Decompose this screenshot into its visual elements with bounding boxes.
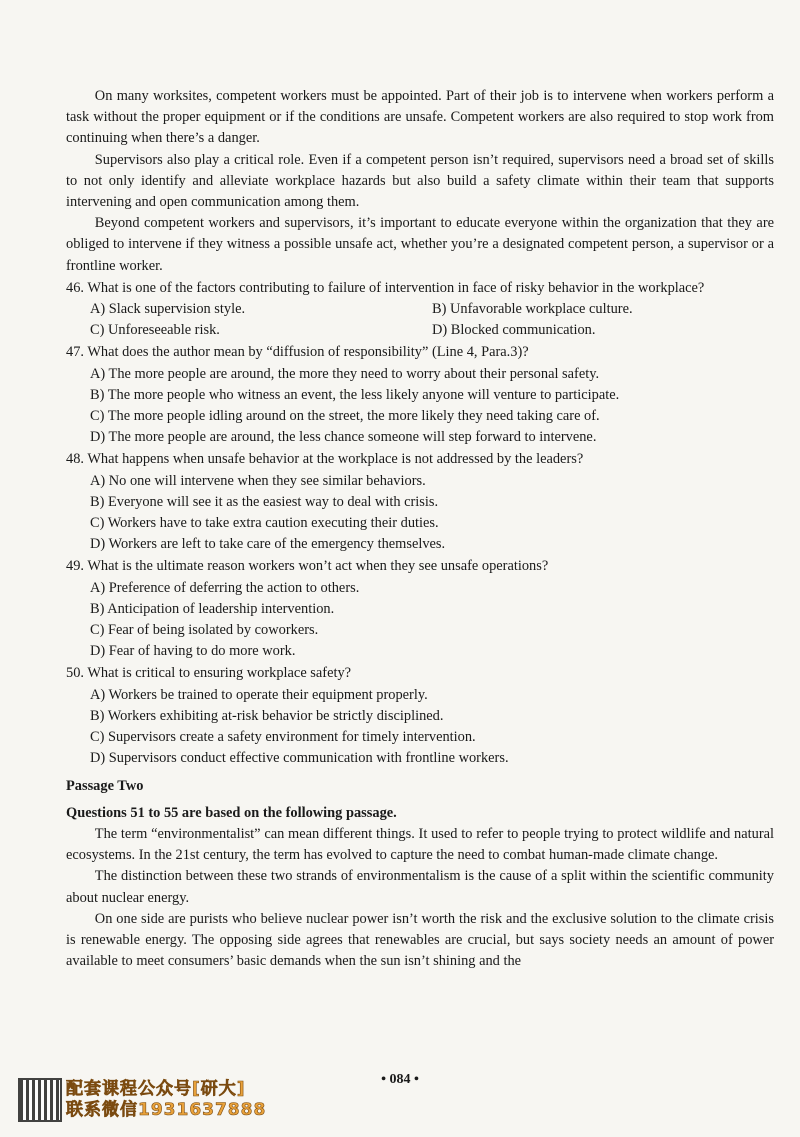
- page-number: • 084 •: [381, 1072, 419, 1087]
- document-page: [66, 86, 774, 972]
- option: D) The more people are around, the less chance someone will step forward to intervene.: [90, 429, 597, 446]
- question-48-options: [66, 471, 774, 556]
- option: C) The more people idling around on the street, the more likely they need taking care of.: [90, 408, 600, 425]
- question-49-stem: 49. What is the ultimate reason workers won’t act when they see unsafe operations?: [66, 558, 549, 575]
- passage-paragraph: The distinction between these two strands of environmentalism is the cause of a split within the scientific community about nuclear energy.: [66, 868, 774, 906]
- question-49-options: [66, 578, 774, 663]
- question-46-stem: 46. What is one of the factors contributing to failure of intervention in face of risky behavior in the workplace?: [66, 279, 705, 296]
- option: A) Slack supervision style.: [90, 301, 246, 318]
- option: B) Unfavorable workplace culture.: [432, 301, 633, 318]
- question-48-stem: 48. What happens when unsafe behavior at the workplace is not addressed by the leaders?: [66, 451, 584, 468]
- option: B) The more people who witness an event, the less likely anyone will venture to participate.: [90, 386, 620, 403]
- question-47-options: [66, 364, 774, 449]
- option: B) Workers exhibiting at-risk behavior be strictly disciplined.: [90, 707, 444, 724]
- option: D) Workers are left to take care of the emergency themselves.: [90, 536, 446, 553]
- option: B) Everyone will see it as the easiest way to deal with crisis.: [90, 493, 439, 510]
- option: D) Fear of having to do more work.: [90, 643, 296, 660]
- watermark-text: [66, 1079, 266, 1121]
- passage-two-title: Passage Two: [66, 777, 144, 794]
- option: A) No one will intervene when they see similar behaviors.: [90, 472, 426, 489]
- passage-paragraph: Beyond competent workers and supervisors, it’s important to educate everyone within the organization that they are obliged to intervene if they witness a possible unsafe act, whether you’re a designated competent person, a supervisor or a frontline worker.: [66, 215, 774, 274]
- question-46-options: [66, 299, 774, 341]
- option: A) Workers be trained to operate their equipment properly.: [90, 686, 428, 703]
- passage-paragraph: On one side are purists who believe nuclear power isn’t worth the risk and the exclusive solution to the climate crisis is renewable energy. The opposing side agrees that renewables are crucial, but says society needs an amount of power available to meet consumers’ basic demands when the sun isn’t shining and the: [66, 910, 774, 970]
- question-50-options: [66, 685, 774, 770]
- option: D) Blocked communication.: [432, 322, 596, 339]
- option: C) Workers have to take extra caution executing their duties.: [90, 515, 439, 532]
- option: C) Supervisors create a safety environment for timely intervention.: [90, 729, 476, 746]
- question-50-stem: 50. What is critical to ensuring workplace safety?: [66, 665, 352, 682]
- option: C) Unforeseeable risk.: [90, 322, 220, 339]
- passage-two-subtitle: Questions 51 to 55 are based on the following passage.: [66, 804, 397, 821]
- option: D) Supervisors conduct effective communication with frontline workers.: [90, 750, 509, 767]
- question-47-stem: 47. What does the author mean by “diffusion of responsibility” (Line 4, Para.3)?: [66, 344, 529, 361]
- passage-paragraph: Supervisors also play a critical role. Even if a competent person isn’t required, supervisors need a broad set of skills to not only identify and alleviate workplace hazards but also build a safety climate within their team that supports intervening and open communication among them.: [66, 151, 774, 211]
- qr-code-icon: [18, 1078, 62, 1122]
- passage-paragraph: The term “environmentalist” can mean different things. It used to refer to people trying to protect wildlife and natural ecosystems. In the 21st century, the term has evolved to capture the need to combat human-made climate change.: [66, 825, 774, 864]
- watermark-line: 联系微信1931637888: [66, 1100, 267, 1120]
- watermark: [18, 1078, 266, 1122]
- option: C) Fear of being isolated by coworkers.: [90, 622, 319, 639]
- watermark-line: 配套课程公众号[研大]: [66, 1079, 246, 1099]
- option: B) Anticipation of leadership intervention.: [90, 600, 335, 617]
- passage-paragraph: On many worksites, competent workers must be appointed. Part of their job is to intervene when workers perform a task without the proper equipment or if the conditions are unsafe. Competent workers are also required to stop work from continuing when there’s a danger.: [66, 88, 774, 147]
- option: A) The more people are around, the more they need to worry about their personal safety.: [90, 365, 600, 382]
- option: A) Preference of deferring the action to others.: [90, 579, 360, 596]
